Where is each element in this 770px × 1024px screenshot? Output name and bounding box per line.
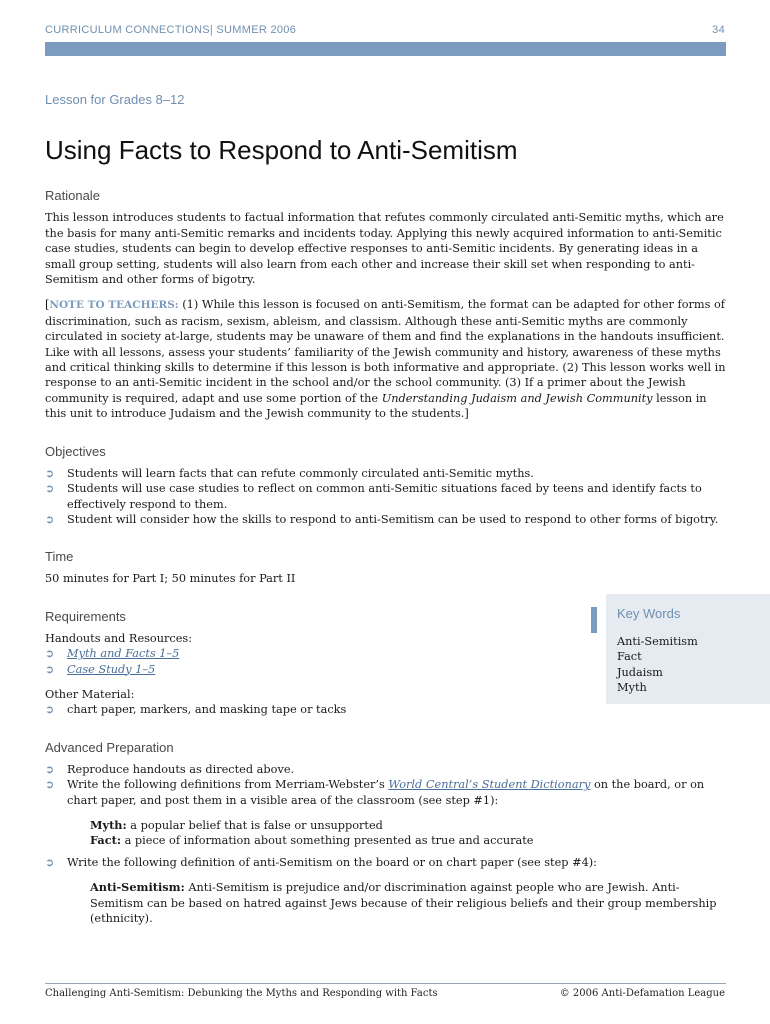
page-footer [45, 988, 725, 999]
objectives-list [45, 466, 727, 528]
myth-term: Myth: [90, 817, 127, 832]
main-content [45, 92, 727, 926]
other-material-label: Other Material: [45, 687, 135, 701]
anti-semitism-definition [90, 880, 727, 926]
objective-item [45, 481, 727, 512]
handout-link-myth-facts[interactable]: Myth and Facts 1–5 [67, 647, 180, 661]
key-words-sidebar [606, 594, 770, 704]
arrow-bullet-icon: ➲ [45, 512, 55, 526]
footer-divider [45, 983, 726, 984]
dictionary-link[interactable]: World Central’s Student Dictionary [388, 778, 591, 792]
objective-text: Students will learn facts that can refute commonly circulated anti-Semitic myths. [67, 466, 534, 480]
arrow-bullet-icon: ➲ [45, 482, 55, 496]
definitions-block [90, 818, 727, 849]
key-words-title: Key Words [617, 606, 681, 621]
advanced-preparation-list-2 [45, 855, 727, 870]
arrow-bullet-icon: ➲ [45, 762, 55, 776]
key-words-list [617, 634, 698, 696]
fact-term: Fact: [90, 833, 121, 848]
handout-link-case-study[interactable]: Case Study 1–5 [67, 662, 156, 676]
prep-item [45, 855, 727, 870]
myth-def: a popular belief that is false or unsupported [126, 818, 383, 832]
key-word: Myth [617, 681, 647, 695]
arrow-bullet-icon: ➲ [45, 647, 55, 661]
time-heading: Time [45, 549, 74, 565]
footer-left: Challenging Anti-Semitism: Debunking the Myths and Responding with Facts [45, 988, 438, 999]
note-open-bracket: [ [45, 298, 50, 312]
lesson-grades: Lesson for Grades 8–12 [45, 92, 185, 107]
fact-def: a piece of information about something presented as true and accurate [121, 834, 534, 848]
other-material-text: chart paper, markers, and masking tape or tacks [67, 703, 347, 717]
prep-item [45, 777, 727, 808]
note-text-part1: (1) While this lesson is focused on anti-Semitism, the format can be adapted for other forms of discrimination, such as racism, sexism, ableism, and classism. Although these anti-Semitic myths are commonly circulated in society at-large, students may be unaware of them and find the explanations in the handouts insufficient. Like with all lessons, assess your students’ familiarity of the Jewish community and history, awareness of these myths and critical thinking skills to determine if this lesson is both informative and appropriate. (2) This lesson works well in response to an anti-Semitic incident in the school and/or the school community. (3) If a primer about the Jewish community is required, adapt and use some portion of the [45, 298, 726, 405]
other-material-item [45, 702, 727, 717]
note-italic-title: Understanding Judaism and Jewish Community [381, 391, 653, 405]
arrow-bullet-icon: ➲ [45, 778, 55, 792]
header-bar [45, 42, 726, 56]
prep-text: on the board, or on chart paper, and post them in a visible area of the classroom (see step #1): [67, 778, 705, 807]
objective-item [45, 512, 727, 527]
objective-text: Student will consider how the skills to respond to anti-Semitism can be used to respond to other forms of bigotry. [67, 512, 719, 526]
time-text: 50 minutes for Part I; 50 minutes for Part II [45, 572, 296, 586]
objective-item [45, 466, 727, 481]
prep-item [45, 762, 727, 777]
arrow-bullet-icon: ➲ [45, 662, 55, 676]
key-words-accent-bar [591, 607, 597, 633]
objective-text: Students will use case studies to reflect on common anti-Semitic situations faced by teens and identify facts to effectively respond to them. [67, 482, 702, 511]
page-header [45, 24, 725, 40]
objectives-heading: Objectives [45, 443, 106, 459]
key-word: Anti-Semitism [617, 635, 698, 648]
anti-semitism-def: Anti-Semitism is prejudice and/or discrimination against people who are Jewish. Anti-Semitism can be based on hatred against Jews because of their religious beliefs and their group membership (ethnicity). [90, 881, 717, 925]
anti-semitism-definition-block [90, 880, 727, 926]
key-word: Fact [617, 650, 642, 664]
fact-definition [90, 833, 727, 848]
arrow-bullet-icon: ➲ [45, 855, 55, 869]
prep-text: Write the following definition of anti-Semitism on the board or on chart paper (see step #4): [67, 855, 597, 869]
advanced-preparation-heading: Advanced Preparation [45, 739, 174, 755]
advanced-preparation-list [45, 762, 727, 808]
note-label: NOTE TO TEACHERS: [49, 299, 179, 312]
key-word: Judaism [617, 665, 663, 679]
page-title: Using Facts to Respond to Anti-Semitism [45, 135, 518, 166]
handouts-label: Handouts and Resources: [45, 631, 193, 645]
prep-text: Reproduce handouts as directed above. [67, 762, 295, 776]
note-text-part2: lesson in this unit to introduce Judaism and the Jewish community to the students.] [45, 391, 707, 421]
rationale-heading: Rationale [45, 188, 100, 204]
other-material-list [45, 702, 727, 717]
rationale-text: This lesson introduces students to factual information that refutes commonly circulated anti-Semitic myths, which are the basis for many anti-Semitic remarks and incidents today. Applying this newly acquired information to anti-Semitic case studies, students can begin to develop effective responses to anti-Semitic incidents. By generating ideas in a small group setting, students will also learn from each other and increase their skill set when responding to anti-Semitism and other forms of bigotry. [45, 211, 724, 287]
page-number: 34 [712, 24, 725, 36]
prep-text: Write the following definitions from Merriam-Webster’s [67, 778, 389, 792]
arrow-bullet-icon: ➲ [45, 703, 55, 717]
anti-semitism-term: Anti-Semitism: [90, 880, 185, 895]
teacher-note [45, 297, 727, 421]
footer-right: © 2006 Anti-Defamation League [559, 988, 725, 999]
header-title: CURRICULUM CONNECTIONS| SUMMER 2006 [45, 24, 297, 36]
myth-definition [90, 818, 727, 833]
arrow-bullet-icon: ➲ [45, 466, 55, 480]
requirements-heading: Requirements [45, 608, 126, 624]
